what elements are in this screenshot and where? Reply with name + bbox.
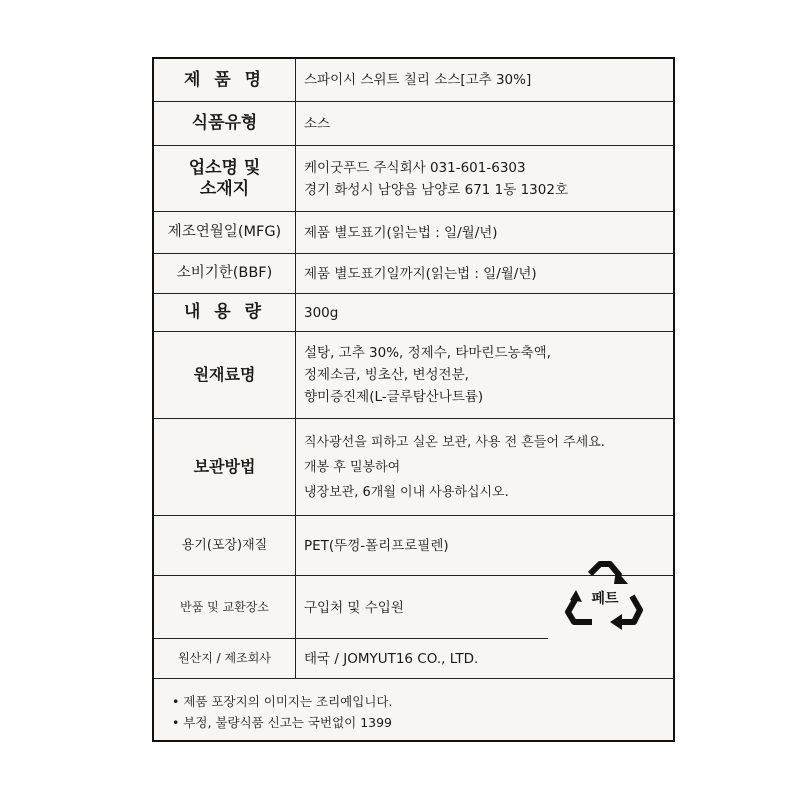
note-image: • 제품 포장지의 이미지는 조리예입니다. bbox=[172, 694, 393, 709]
label-mfg-date: 제조연월일(MFG) bbox=[154, 212, 296, 253]
value-return: 구입처 및 수입원 bbox=[304, 599, 404, 616]
label-net-content: 내 용 량 bbox=[154, 294, 296, 331]
recycle-mark bbox=[560, 556, 650, 636]
notes bbox=[172, 691, 392, 733]
value-storage: 직사광선을 피하고 실온 보관, 사용 전 흔들어 주세요. 개봉 후 밀봉하여 냉장보관, 6개월 이내 사용하십시오. bbox=[304, 434, 605, 500]
row-food-type bbox=[154, 102, 673, 146]
row-product-name bbox=[154, 59, 673, 102]
label-manufacturer: 업소명 및 소재지 bbox=[154, 146, 296, 211]
note-report: • 부정, 불량식품 신고는 국번없이 1399 bbox=[172, 715, 393, 730]
value-origin: 태국 / JOMYUT16 CO., LTD. bbox=[304, 650, 479, 667]
value-packaging: PET(뚜껑-폴리프로필렌) bbox=[304, 537, 449, 554]
value-mfg-date: 제품 별도표기(읽는법 : 일/월/년) bbox=[304, 224, 498, 241]
row-origin bbox=[154, 639, 673, 679]
label-product-name: 제 품 명 bbox=[154, 59, 296, 101]
label-return: 반품 및 교환장소 bbox=[154, 576, 296, 639]
label-bbf: 소비기한(BBF) bbox=[154, 254, 296, 293]
row-storage bbox=[154, 419, 673, 516]
row-bbf bbox=[154, 254, 673, 294]
label-origin: 원산지 / 제조회사 bbox=[154, 639, 296, 678]
recycle-text: 페트 bbox=[591, 591, 619, 607]
value-net-content: 300g bbox=[304, 304, 339, 321]
label-ingredients: 원재료명 bbox=[154, 332, 296, 418]
row-ingredients bbox=[154, 332, 673, 419]
recycle-triangle-icon bbox=[560, 556, 650, 636]
value-food-type: 소스 bbox=[304, 115, 331, 132]
food-label bbox=[152, 57, 675, 742]
value-bbf: 제품 별도표기일까지(읽는법 : 일/월/년) bbox=[304, 265, 537, 282]
row-mfg-date bbox=[154, 212, 673, 254]
label-food-type: 식품유형 bbox=[154, 102, 296, 145]
value-product-name: 스파이시 스위트 칠리 소스[고추 30%] bbox=[304, 72, 532, 88]
value-manufacturer: 케이굿푸드 주식회사 031-601-6303 경기 화성시 남양읍 남양로 671 1동 1302호 bbox=[304, 159, 568, 198]
value-ingredients: 설탕, 고추 30%, 정제수, 타마린드농축액, 정제소금, 빙초산, 변성전분, 향미증진제(L-글루탐산나트륨) bbox=[304, 345, 551, 405]
row-manufacturer bbox=[154, 146, 673, 212]
row-net-content bbox=[154, 294, 673, 332]
label-storage: 보관방법 bbox=[154, 419, 296, 515]
label-packaging: 용기(포장)재질 bbox=[154, 516, 296, 575]
